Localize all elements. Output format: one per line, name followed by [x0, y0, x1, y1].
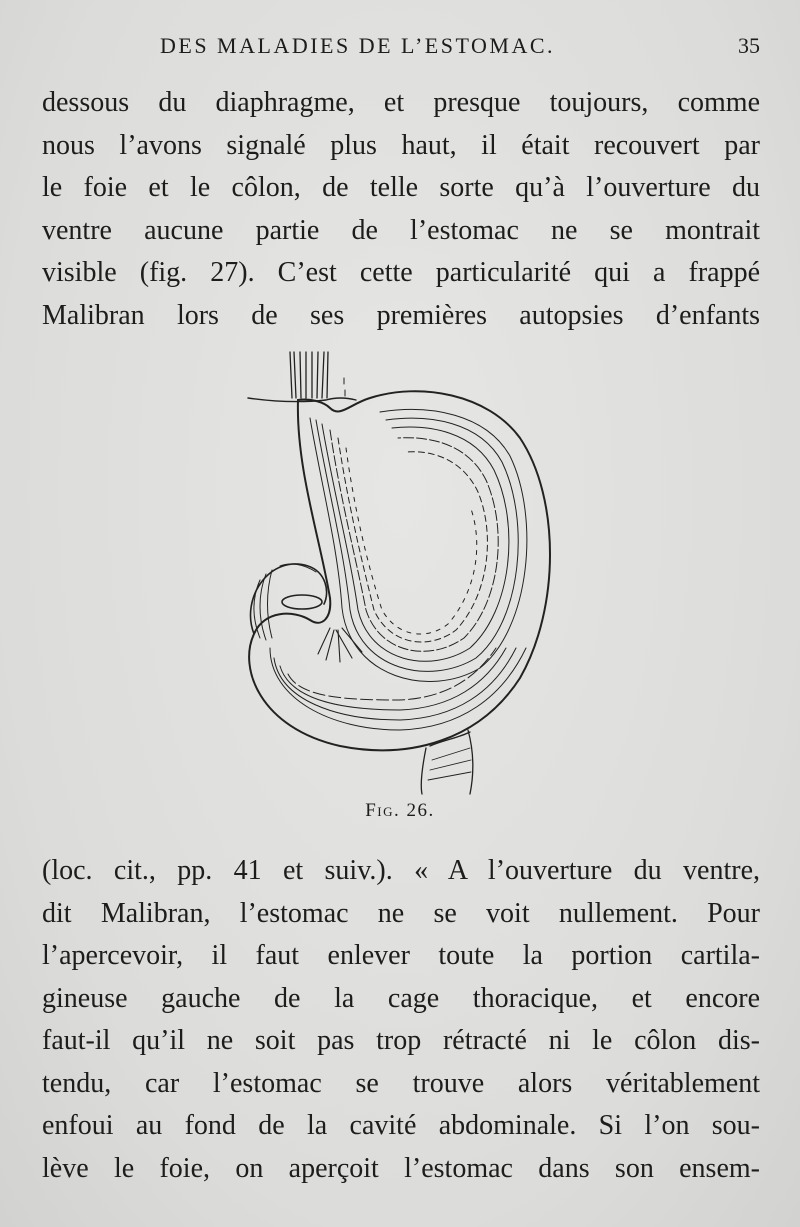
paragraph-bottom: [42, 850, 760, 1190]
text-line: nous l’avons signalé plus haut, il était recouvert par: [42, 129, 760, 161]
stomach-illustration: [230, 348, 580, 796]
text-line: enfoui au fond de la cavité abdominale. Si l’on sou-: [42, 1110, 760, 1141]
pylorus: [250, 564, 326, 640]
text-line: l’apercevoir, il faut enlever toute la portion cartila-: [42, 940, 760, 971]
text-line: (loc. cit., pp. 41 et suiv.). « A l’ouverture du ventre,: [42, 855, 760, 886]
text-line: dit Malibran, l’estomac ne se voit nullement. Pour: [42, 897, 760, 929]
text-line: gineuse gauche de la cage thoracique, et encore: [42, 982, 760, 1014]
paragraph-top: [42, 82, 760, 337]
page-header: [40, 33, 760, 63]
text-line: visible (fig. 27). C’est cette particularité qui a frappé: [42, 257, 760, 288]
running-title: DES MALADIES DE L’ESTOMAC.: [160, 33, 556, 58]
text-line: faut-il qu’il ne soit pas trop rétracté ni le côlon dis-: [42, 1025, 760, 1056]
text-line: Malibran lors de ses premières autopsies d’enfants: [42, 299, 760, 331]
spleen-stub: [421, 730, 473, 794]
stomach-outline: [249, 391, 550, 750]
text-line: lève le foie, on aperçoit l’estomac dans son ensem-: [42, 1152, 760, 1184]
text-line: le foie et le côlon, de telle sorte qu’à l’ouverture du: [42, 172, 760, 203]
text-line: ventre aucune partie de l’estomac ne se montrait: [42, 214, 760, 246]
page-number: 35: [738, 33, 760, 58]
text-line: dessous du diaphragme, et presque toujours, comme: [42, 87, 760, 118]
text-line: tendu, car l’estomac se trouve alors véritablement: [42, 1067, 760, 1099]
figure-caption: Fig. 26.: [365, 800, 435, 821]
esophagus: [290, 352, 345, 398]
